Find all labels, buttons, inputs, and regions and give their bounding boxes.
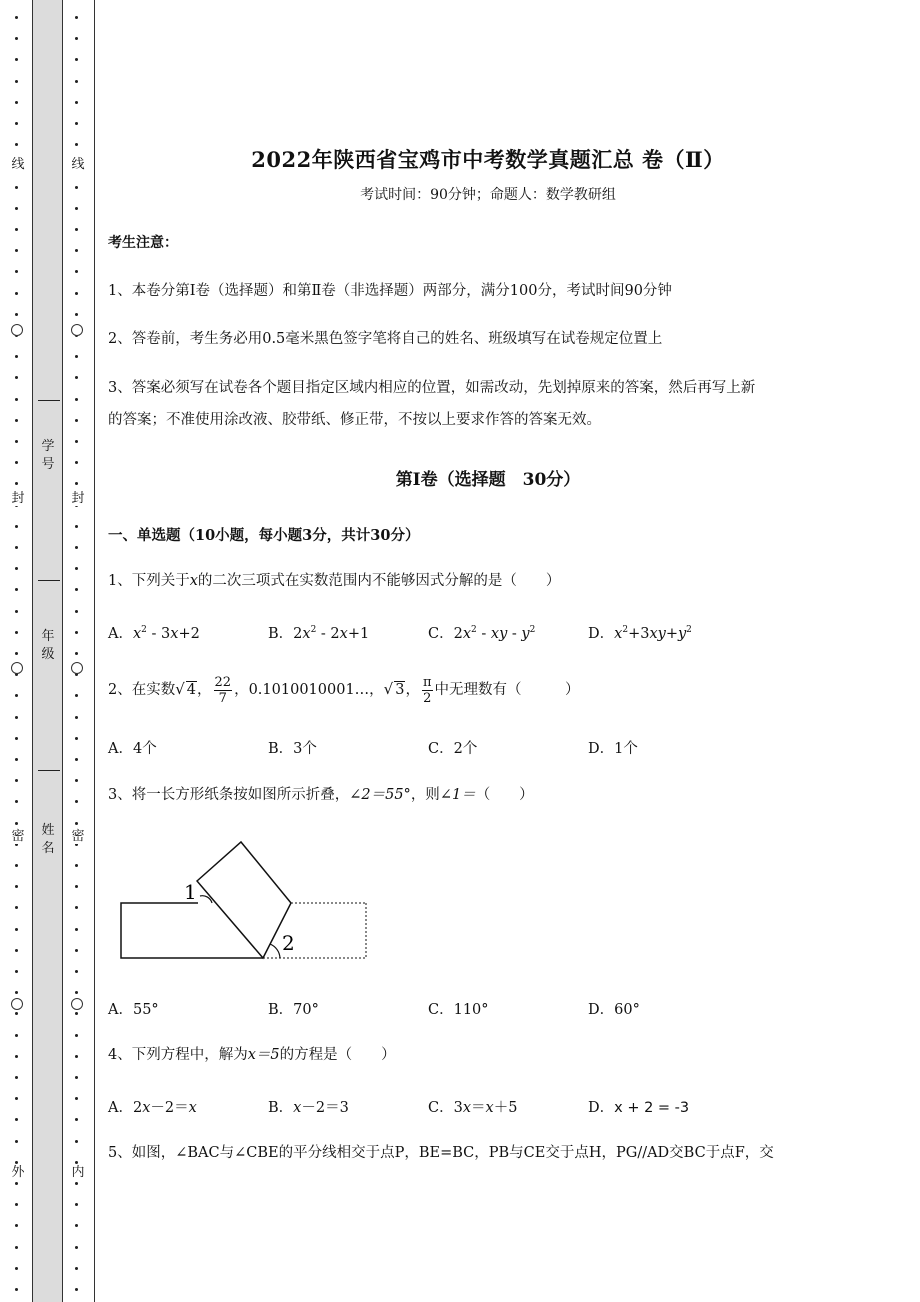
cut-line-dot	[75, 800, 78, 803]
margin-label: 密	[11, 829, 25, 844]
fill-line	[38, 770, 60, 771]
cut-line-dot	[75, 864, 78, 867]
cut-line-dot	[75, 1118, 78, 1121]
cut-line-dot	[75, 355, 78, 358]
cut-line-dot	[75, 525, 78, 528]
cut-line-dot	[75, 101, 78, 104]
fill-line	[38, 580, 60, 581]
cut-line-dot	[75, 461, 78, 464]
notice-item: 3、答案必须写在试卷各个题目指定区域内相应的位置，如需改动，先划掉原来的答案，然后再写上新	[108, 380, 756, 396]
fraction: $\frac{\pi}{2}$	[422, 674, 432, 706]
cut-line-dot	[75, 928, 78, 931]
cut-line-dot	[75, 652, 78, 655]
cut-line-dot	[15, 1097, 18, 1100]
cut-line-dot	[15, 567, 18, 570]
cut-line-dot	[75, 758, 78, 761]
option-b[interactable]: B．x－2＝3	[268, 1100, 349, 1116]
notice-item: 2、答卷前，考生务必用0.5毫米黑色签字笔将自己的姓名、班级填写在试卷规定位置上	[108, 331, 663, 347]
dotted-cut-line-outer	[12, 0, 22, 1302]
option-a[interactable]: A．$x^2 - 3x+2$	[108, 625, 200, 642]
cut-line-dot	[15, 588, 18, 591]
option-b[interactable]: B．3个	[268, 741, 317, 757]
cut-line-dot	[15, 482, 18, 485]
cut-line-dot	[75, 186, 78, 189]
grade-label: 年级	[41, 629, 55, 662]
option-c[interactable]: C．3x＝x＋5	[428, 1100, 518, 1116]
fill-line	[38, 400, 60, 401]
cut-line-dot	[15, 694, 18, 697]
cut-line-dot	[15, 186, 18, 189]
cut-line-dot	[75, 1246, 78, 1249]
cut-line-dot	[75, 1161, 78, 1164]
cut-line-dot	[15, 37, 18, 40]
cut-line-dot	[15, 949, 18, 952]
cut-line-dot	[15, 1246, 18, 1249]
cut-line-dot	[75, 991, 78, 994]
page-subtitle: 考试时间：90分钟；命题人：数学教研组	[360, 187, 616, 203]
cut-line-dot	[15, 970, 18, 973]
question-1-stem: 1、下列关于x的二次三项式在实数范围内不能够因式分解的是（ ）	[108, 573, 561, 589]
angle-1-label: 1	[184, 880, 197, 904]
cut-line-dot	[15, 822, 18, 825]
dotted-cut-line-inner	[72, 0, 82, 1302]
cut-line-dot	[75, 1203, 78, 1206]
cut-line-dot	[75, 440, 78, 443]
question-5-stem: 5、如图，∠BAC与∠CBE的平分线相交于点P，BE=BC，PB与CE交于点H，PG//AD交BC于点F，交	[108, 1145, 774, 1161]
cut-line-dot	[75, 1034, 78, 1037]
cut-line-dot	[75, 313, 78, 316]
cut-line-dot	[15, 1118, 18, 1121]
part-heading: 一、单选题（10小题，每小题3分，共计30分）	[108, 527, 420, 544]
binding-hole-icon	[11, 662, 23, 674]
margin-label: 线	[11, 157, 25, 172]
cut-line-dot	[15, 1076, 18, 1079]
option-c[interactable]: C．$2x^2$ - xy - $y^2$	[428, 625, 536, 642]
binding-hole-icon	[11, 998, 23, 1010]
cut-line-dot	[75, 716, 78, 719]
cut-line-dot	[15, 1267, 18, 1270]
cut-line-dot	[75, 270, 78, 273]
cut-line-dot	[15, 864, 18, 867]
question-3-stem: 3、将一长方形纸条按如图所示折叠，∠2＝55°，则∠1＝（ ）	[108, 787, 534, 803]
cut-line-dot	[75, 143, 78, 146]
cut-line-dot	[15, 207, 18, 210]
cut-line-dot	[15, 1224, 18, 1227]
cut-line-dot	[75, 1140, 78, 1143]
binding-hole-icon	[71, 324, 83, 336]
cut-line-dot	[75, 970, 78, 973]
cut-line-dot	[75, 1182, 78, 1185]
divider-line	[94, 0, 95, 1302]
cut-line-dot	[75, 292, 78, 295]
cut-line-dot	[15, 249, 18, 252]
option-b[interactable]: B．70°	[268, 1002, 319, 1018]
option-d[interactable]: D．60°	[588, 1002, 640, 1018]
binding-hole-icon	[71, 998, 83, 1010]
cut-line-dot	[75, 419, 78, 422]
cut-line-dot	[15, 652, 18, 655]
cut-line-dot	[15, 991, 18, 994]
cut-line-dot	[15, 1182, 18, 1185]
cut-line-dot	[15, 440, 18, 443]
cut-line-dot	[75, 80, 78, 83]
folded-strip-figure	[108, 830, 388, 970]
cut-line-dot	[15, 398, 18, 401]
cut-line-dot	[15, 885, 18, 888]
section-heading: 第I卷（选择题 30分）	[395, 470, 581, 490]
question-2-stem: 2、在实数√ 4， $\frac{22}{7}$ ，0.1010010001…，√ 3， $\frac{\pi}{2}$ 中无理数有（ ）	[108, 674, 580, 706]
cut-line-dot	[75, 694, 78, 697]
cut-line-dot	[15, 1012, 18, 1015]
cut-line-dot	[15, 1055, 18, 1058]
cut-line-dot	[15, 631, 18, 634]
cut-line-dot	[75, 1012, 78, 1015]
cut-line-dot	[75, 885, 78, 888]
cut-line-dot	[75, 1267, 78, 1270]
cut-line-dot	[75, 58, 78, 61]
name-label: 姓名	[41, 823, 55, 856]
cut-line-dot	[15, 1034, 18, 1037]
cut-line-dot	[75, 228, 78, 231]
cut-line-dot	[15, 58, 18, 61]
cut-line-dot	[15, 143, 18, 146]
cut-line-dot	[15, 928, 18, 931]
binding-hole-icon	[11, 324, 23, 336]
option-a[interactable]: A．2x－2＝x	[108, 1100, 197, 1116]
question-4-stem: 4、下列方程中，解为x＝5的方程是（ ）	[108, 1047, 396, 1063]
cut-line-dot	[15, 525, 18, 528]
notice-item: 的答案；不准使用涂改液、胶带纸、修正带，不按以上要求作答的答案无效。	[108, 412, 601, 428]
strip-left-part	[121, 903, 263, 958]
cut-line-dot	[75, 482, 78, 485]
cut-line-dot	[75, 779, 78, 782]
cut-line-dot	[75, 567, 78, 570]
cut-line-dot	[75, 1076, 78, 1079]
student-id-label: 学号	[41, 439, 55, 472]
option-c[interactable]: C．2个	[428, 741, 478, 757]
cut-line-dot	[15, 906, 18, 909]
cut-line-dot	[15, 800, 18, 803]
notice-heading: 考生注意：	[108, 235, 178, 251]
cut-line-dot	[15, 292, 18, 295]
cut-line-dot	[15, 1140, 18, 1143]
cut-line-dot	[75, 1055, 78, 1058]
cut-line-dot	[75, 822, 78, 825]
option-b[interactable]: B．$2x^2 - 2x+1$	[268, 625, 370, 642]
cut-line-dot	[75, 122, 78, 125]
angle-2-arc	[270, 944, 280, 958]
page-title: 2022年陕西省宝鸡市中考数学真题汇总 卷（Ⅱ）	[251, 147, 725, 172]
cut-line-dot	[15, 1161, 18, 1164]
fraction: $\frac{22}{7}$	[214, 674, 232, 706]
margin-label: 封	[71, 491, 85, 506]
option-d[interactable]: D．$x^2+3xy+y^2$	[588, 625, 692, 642]
cut-line-dot	[15, 313, 18, 316]
option-d[interactable]: D．x + 2 = -3	[588, 1100, 690, 1116]
cut-line-dot	[15, 270, 18, 273]
cut-line-dot	[75, 207, 78, 210]
cut-line-dot	[15, 228, 18, 231]
cut-line-dot	[15, 80, 18, 83]
cut-line-dot	[75, 1288, 78, 1291]
cut-line-dot	[15, 122, 18, 125]
cut-line-dot	[75, 737, 78, 740]
cut-line-dot	[75, 16, 78, 19]
cut-line-dot	[75, 588, 78, 591]
cut-line-dot	[15, 16, 18, 19]
margin-label: 密	[71, 829, 85, 844]
cut-line-dot	[75, 1224, 78, 1227]
option-a[interactable]: A．4个	[108, 741, 157, 757]
cut-line-dot	[75, 906, 78, 909]
cut-line-dot	[75, 376, 78, 379]
cut-line-dot	[15, 355, 18, 358]
margin-label: 外	[11, 1165, 25, 1180]
cut-line-dot	[75, 631, 78, 634]
cut-line-dot	[75, 610, 78, 613]
divider-line	[62, 0, 63, 1302]
option-a[interactable]: A．55°	[108, 1002, 159, 1018]
cut-line-dot	[75, 249, 78, 252]
cut-line-dot	[15, 101, 18, 104]
cut-line-dot	[15, 376, 18, 379]
cut-line-dot	[15, 779, 18, 782]
cut-line-dot	[15, 1203, 18, 1206]
cut-line-dot	[15, 758, 18, 761]
margin-label: 内	[71, 1165, 85, 1180]
cut-line-dot	[75, 546, 78, 549]
cut-line-dot	[15, 546, 18, 549]
cut-line-dot	[15, 737, 18, 740]
cut-line-dot	[75, 37, 78, 40]
margin-label: 封	[11, 491, 25, 506]
divider-line	[32, 0, 33, 1302]
option-d[interactable]: D．1个	[588, 741, 638, 757]
cut-line-dot	[15, 610, 18, 613]
binding-margin	[0, 0, 100, 1302]
cut-line-dot	[75, 1097, 78, 1100]
cut-line-dot	[15, 461, 18, 464]
cut-line-dot	[15, 419, 18, 422]
cut-line-dot	[75, 398, 78, 401]
cut-line-dot	[15, 716, 18, 719]
angle-2-label: 2	[282, 931, 295, 955]
cut-line-dot	[15, 1288, 18, 1291]
margin-label: 线	[71, 157, 85, 172]
notice-item: 1、本卷分第I卷（选择题）和第Ⅱ卷（非选择题）两部分，满分100分，考试时间90分钟	[108, 283, 672, 299]
binding-hole-icon	[71, 662, 83, 674]
option-c[interactable]: C．110°	[428, 1002, 489, 1018]
cut-line-dot	[75, 949, 78, 952]
